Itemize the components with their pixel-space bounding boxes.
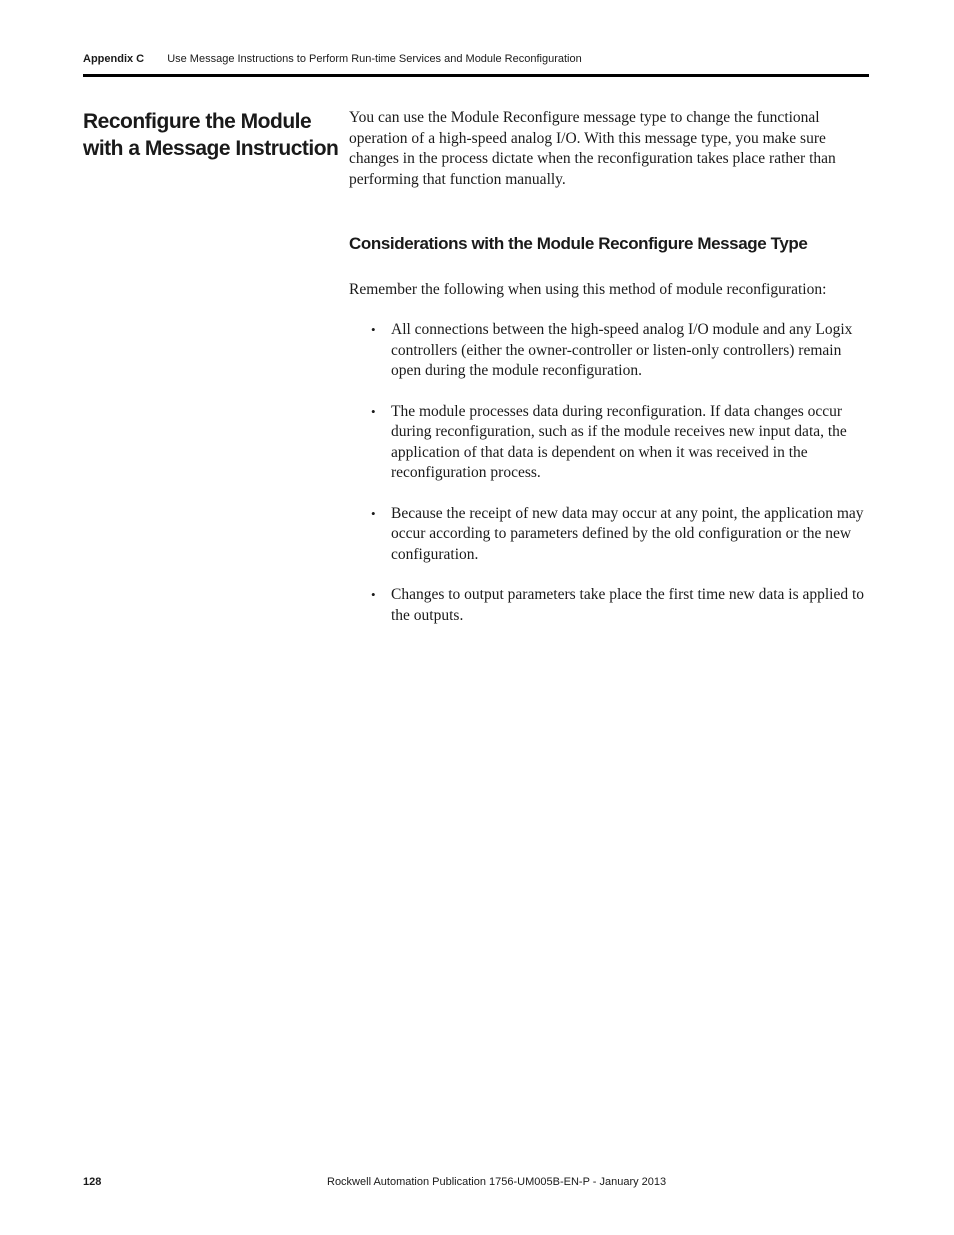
appendix-label: Appendix C (83, 53, 145, 65)
section-title: Reconfigure the Module with a Message Instruction (83, 110, 339, 160)
lead-paragraph: Remember the following when using this method of module reconfiguration: (349, 281, 827, 298)
list-item-text: The module processes data during reconfiguration. If data changes occur during reconfiguration, such as if the module receives new input data, the application of that data is dependent on when it was received in the reconfiguration process. (391, 402, 847, 481)
list-item-text: All connections between the high-speed analog I/O module and any Logix controllers (either the owner-controller or listen-only controllers) remain open during the module reconfiguration. (391, 321, 853, 379)
publication-info: Rockwell Automation Publication 1756-UM005B-EN-P - January 2013 (327, 1176, 667, 1188)
list-item (349, 585, 869, 626)
list-item-text: Changes to output parameters take place the first time new data is applied to the outputs. (391, 586, 865, 624)
list-item (349, 320, 869, 382)
bullet-icon: • (371, 403, 376, 419)
subsection-title: Considerations with the Module Reconfigure Message Type (349, 234, 808, 253)
running-header (83, 53, 868, 65)
considerations-list (349, 320, 869, 646)
list-item-text: Because the receipt of new data may occur at any point, the application may occur according to parameters defined by the old configuration or the new configuration. (391, 504, 864, 563)
bullet-icon: • (371, 505, 376, 521)
intro-paragraph: You can use the Module Reconfigure message type to change the functional operation of a high-speed analog I/O. With this message type, you make sure changes in the process dictate when the reconfiguration takes place rather than performing that function manually. (349, 109, 836, 188)
list-item (349, 402, 869, 484)
header-title: Use Message Instructions to Perform Run-time Services and Module Reconfiguration (167, 53, 582, 65)
bullet-icon: • (371, 587, 376, 602)
list-item (349, 504, 869, 566)
page-number: 128 (83, 1176, 102, 1188)
bullet-icon: • (371, 322, 376, 337)
header-rule (83, 74, 869, 77)
